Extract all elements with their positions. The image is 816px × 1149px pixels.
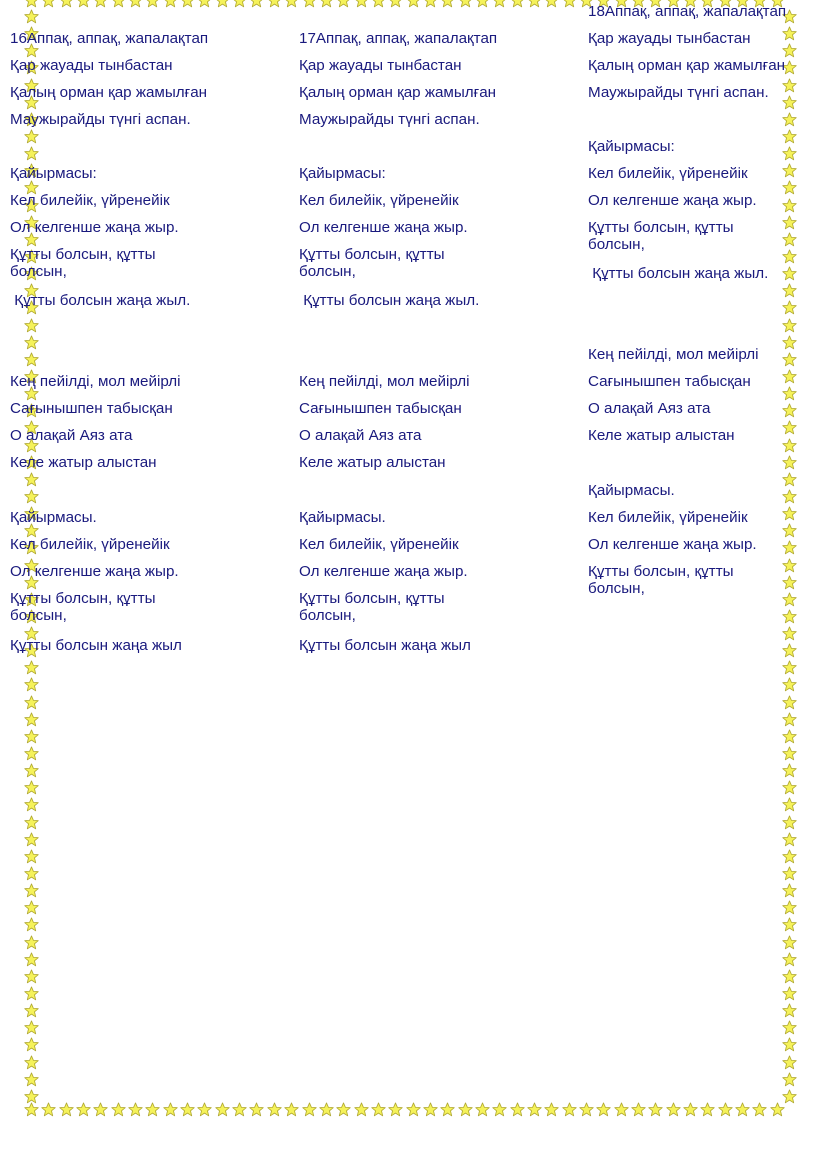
star-icon — [24, 969, 39, 984]
star-icon — [24, 335, 39, 350]
song-line: Қар жауады тынбастан — [299, 57, 462, 74]
song-line: Құтты болсын, құтты болсын, — [588, 563, 734, 597]
star-icon — [782, 866, 797, 881]
song-line: Құтты болсын, құтты болсын, — [10, 246, 156, 280]
star-icon — [197, 0, 212, 8]
star-icon — [782, 369, 797, 384]
star-icon — [440, 0, 455, 8]
song-line: Қалың орман қар жамылған — [10, 84, 208, 101]
star-icon — [336, 1102, 351, 1117]
star-icon — [544, 0, 559, 8]
star-icon — [354, 0, 369, 8]
star-icon — [24, 797, 39, 812]
star-icon — [782, 849, 797, 864]
chorus-heading: Қайырмасы: — [588, 138, 675, 155]
song-line: Сағынышпен табысқан — [10, 400, 173, 417]
song-line: Ол келгенше жаңа жыр. — [10, 563, 179, 580]
star-icon — [249, 0, 264, 8]
song-line: Кел билейік, үйренейік — [10, 192, 170, 209]
star-icon — [648, 1102, 663, 1117]
star-icon — [24, 712, 39, 727]
star-icon — [24, 318, 39, 333]
song-line: Сағынышпен табысқан — [299, 400, 462, 417]
star-icon — [782, 318, 797, 333]
star-icon — [215, 0, 230, 8]
star-icon — [782, 986, 797, 1001]
star-icon — [782, 249, 797, 264]
star-icon — [782, 746, 797, 761]
star-icon — [24, 832, 39, 847]
star-icon — [111, 0, 126, 8]
star-icon — [782, 935, 797, 950]
star-icon — [24, 677, 39, 692]
star-icon — [232, 0, 247, 8]
star-icon — [782, 952, 797, 967]
star-icon — [782, 626, 797, 641]
chorus-heading: Қайырмасы: — [10, 165, 97, 182]
star-icon — [782, 763, 797, 778]
star-icon — [492, 0, 507, 8]
star-icon — [782, 729, 797, 744]
star-icon — [782, 900, 797, 915]
star-icon — [782, 815, 797, 830]
song-line: Кел билейік, үйренейік — [10, 536, 170, 553]
star-icon — [24, 935, 39, 950]
star-icon — [145, 1102, 160, 1117]
song-line: Кең пейілді, мол мейірлі — [299, 373, 470, 390]
star-icon — [666, 1102, 681, 1117]
song-line: Кел билейік, үйренейік — [588, 509, 748, 526]
star-icon — [406, 0, 421, 8]
star-icon — [59, 1102, 74, 1117]
star-icon — [782, 1037, 797, 1052]
star-icon — [782, 660, 797, 675]
star-icon — [267, 0, 282, 8]
star-icon — [782, 712, 797, 727]
song-line: Құтты болсын жаңа жыл. — [299, 292, 480, 309]
song-line: Қалың орман қар жамылған — [588, 57, 786, 74]
star-icon — [24, 900, 39, 915]
star-icon — [284, 1102, 299, 1117]
star-icon — [24, 0, 39, 8]
star-icon — [770, 1102, 785, 1117]
star-icon — [336, 0, 351, 8]
star-icon — [24, 1055, 39, 1070]
star-icon — [59, 0, 74, 8]
song-line: Ол келгенше жаңа жыр. — [588, 536, 757, 553]
star-icon — [24, 695, 39, 710]
star-icon — [782, 455, 797, 470]
star-icon — [782, 335, 797, 350]
star-icon — [782, 112, 797, 127]
star-icon — [782, 78, 797, 93]
star-icon — [782, 283, 797, 298]
song-line: О алақай Аяз ата — [299, 427, 422, 444]
star-icon — [782, 1089, 797, 1104]
star-icon — [302, 0, 317, 8]
star-icon — [163, 1102, 178, 1117]
star-icon — [782, 883, 797, 898]
star-icon — [782, 215, 797, 230]
star-icon — [41, 0, 56, 8]
star-icon — [782, 232, 797, 247]
star-icon — [388, 1102, 403, 1117]
star-icon — [93, 1102, 108, 1117]
star-icon — [782, 1055, 797, 1070]
song-line: Ол келгенше жаңа жыр. — [299, 219, 468, 236]
star-icon — [782, 506, 797, 521]
star-icon — [24, 489, 39, 504]
star-icon — [76, 0, 91, 8]
song-line: 18Аппақ, аппақ, жапалақтап — [588, 3, 787, 20]
song-line: Келе жатыр алыстан — [588, 427, 735, 444]
star-icon — [76, 1102, 91, 1117]
star-icon — [579, 1102, 594, 1117]
star-icon — [782, 609, 797, 624]
star-icon — [354, 1102, 369, 1117]
song-line: Құтты болсын жаңа жыл. — [10, 292, 191, 309]
star-icon — [510, 1102, 525, 1117]
star-icon — [111, 1102, 126, 1117]
star-icon — [24, 780, 39, 795]
star-icon — [458, 0, 473, 8]
star-icon — [510, 0, 525, 8]
star-icon — [782, 352, 797, 367]
star-icon — [24, 1072, 39, 1087]
song-line: Маужырайды түнгі аспан. — [10, 111, 191, 128]
star-icon — [782, 198, 797, 213]
star-icon — [24, 883, 39, 898]
song-line: Сағынышпен табысқан — [588, 373, 751, 390]
star-icon — [24, 917, 39, 932]
song-line: Маужырайды түнгі аспан. — [299, 111, 480, 128]
star-icon — [197, 1102, 212, 1117]
song-line: 17Аппақ, аппақ, жапалақтап — [299, 30, 498, 47]
star-icon — [24, 472, 39, 487]
star-icon — [782, 917, 797, 932]
star-icon — [735, 1102, 750, 1117]
star-icon — [406, 1102, 421, 1117]
star-icon — [215, 1102, 230, 1117]
star-icon — [782, 95, 797, 110]
star-icon — [319, 1102, 334, 1117]
star-icon — [782, 438, 797, 453]
star-icon — [24, 1089, 39, 1104]
star-icon — [782, 695, 797, 710]
star-icon — [24, 1102, 39, 1117]
star-icon — [752, 1102, 767, 1117]
star-icon — [180, 1102, 195, 1117]
star-icon — [782, 266, 797, 281]
star-icon — [782, 575, 797, 590]
song-line: Қар жауады тынбастан — [588, 30, 751, 47]
star-icon — [24, 1037, 39, 1052]
star-icon — [782, 403, 797, 418]
star-icon — [24, 9, 39, 24]
star-icon — [145, 0, 160, 8]
song-line: Кел билейік, үйренейік — [299, 536, 459, 553]
star-icon — [782, 558, 797, 573]
star-border-bottom — [24, 1102, 785, 1117]
star-border-right — [782, 9, 797, 1104]
song-line: Құтты болсын, құтты болсын, — [299, 246, 445, 280]
song-line: 16Аппақ, аппақ, жапалақтап — [10, 30, 209, 47]
star-icon — [782, 180, 797, 195]
star-icon — [388, 0, 403, 8]
star-icon — [24, 849, 39, 864]
star-icon — [423, 1102, 438, 1117]
star-icon — [782, 129, 797, 144]
star-icon — [782, 300, 797, 315]
star-icon — [24, 729, 39, 744]
star-icon — [24, 1020, 39, 1035]
star-icon — [596, 1102, 611, 1117]
star-icon — [492, 1102, 507, 1117]
song-line: Ол келгенше жаңа жыр. — [10, 219, 179, 236]
star-icon — [423, 0, 438, 8]
star-icon — [782, 472, 797, 487]
star-icon — [782, 489, 797, 504]
song-line: Құтты болсын, құтты болсын, — [10, 590, 156, 624]
star-icon — [128, 1102, 143, 1117]
chorus-heading: Қайырмасы. — [588, 482, 675, 499]
star-icon — [782, 1003, 797, 1018]
star-icon — [782, 163, 797, 178]
song-line: Кең пейілді, мол мейірлі — [588, 346, 759, 363]
song-line: Ол келгенше жаңа жыр. — [588, 192, 757, 209]
song-line: Кел билейік, үйренейік — [588, 165, 748, 182]
star-icon — [371, 1102, 386, 1117]
star-icon — [128, 0, 143, 8]
star-icon — [782, 420, 797, 435]
star-icon — [24, 763, 39, 778]
star-icon — [24, 986, 39, 1001]
star-icon — [718, 1102, 733, 1117]
star-icon — [163, 0, 178, 8]
star-icon — [683, 1102, 698, 1117]
star-icon — [24, 129, 39, 144]
star-icon — [475, 0, 490, 8]
star-icon — [700, 1102, 715, 1117]
song-line: Кең пейілді, мол мейірлі — [10, 373, 181, 390]
song-line: Құтты болсын, құтты болсын, — [588, 219, 734, 253]
star-icon — [267, 1102, 282, 1117]
song-line: Құтты болсын жаңа жыл — [299, 637, 471, 654]
star-icon — [562, 1102, 577, 1117]
star-icon — [284, 0, 299, 8]
star-icon — [302, 1102, 317, 1117]
star-icon — [782, 832, 797, 847]
song-line: Ол келгенше жаңа жыр. — [299, 563, 468, 580]
song-line: Қар жауады тынбастан — [10, 57, 173, 74]
star-icon — [782, 26, 797, 41]
song-line: Маужырайды түнгі аспан. — [588, 84, 769, 101]
song-line: Құтты болсын жаңа жыл — [10, 637, 182, 654]
star-icon — [782, 146, 797, 161]
song-line: Кел билейік, үйренейік — [299, 192, 459, 209]
star-icon — [232, 1102, 247, 1117]
star-icon — [24, 660, 39, 675]
chorus-heading: Қайырмасы. — [10, 509, 97, 526]
song-line: Келе жатыр алыстан — [10, 454, 157, 471]
star-icon — [93, 0, 108, 8]
star-icon — [24, 866, 39, 881]
star-icon — [24, 815, 39, 830]
star-icon — [41, 1102, 56, 1117]
star-icon — [319, 0, 334, 8]
song-line: Құтты болсын жаңа жыл. — [588, 265, 769, 282]
star-icon — [782, 677, 797, 692]
star-icon — [527, 1102, 542, 1117]
star-icon — [782, 1020, 797, 1035]
song-line: Келе жатыр алыстан — [299, 454, 446, 471]
star-icon — [782, 780, 797, 795]
chorus-heading: Қайырмасы. — [299, 509, 386, 526]
star-icon — [249, 1102, 264, 1117]
star-icon — [614, 1102, 629, 1117]
star-icon — [782, 969, 797, 984]
song-line: О алақай Аяз ата — [10, 427, 133, 444]
star-icon — [782, 643, 797, 658]
star-icon — [24, 1003, 39, 1018]
star-icon — [782, 1072, 797, 1087]
star-icon — [458, 1102, 473, 1117]
star-icon — [544, 1102, 559, 1117]
star-icon — [24, 352, 39, 367]
star-icon — [371, 0, 386, 8]
star-icon — [24, 146, 39, 161]
song-line: О алақай Аяз ата — [588, 400, 711, 417]
star-icon — [527, 0, 542, 8]
star-icon — [440, 1102, 455, 1117]
star-icon — [562, 0, 577, 8]
chorus-heading: Қайырмасы: — [299, 165, 386, 182]
star-icon — [24, 746, 39, 761]
star-icon — [782, 540, 797, 555]
star-icon — [782, 797, 797, 812]
star-icon — [782, 523, 797, 538]
star-icon — [782, 592, 797, 607]
song-line: Қалың орман қар жамылған — [299, 84, 497, 101]
star-icon — [475, 1102, 490, 1117]
star-icon — [631, 1102, 646, 1117]
star-icon — [180, 0, 195, 8]
star-icon — [24, 952, 39, 967]
star-icon — [782, 386, 797, 401]
song-line: Құтты болсын, құтты болсын, — [299, 590, 445, 624]
